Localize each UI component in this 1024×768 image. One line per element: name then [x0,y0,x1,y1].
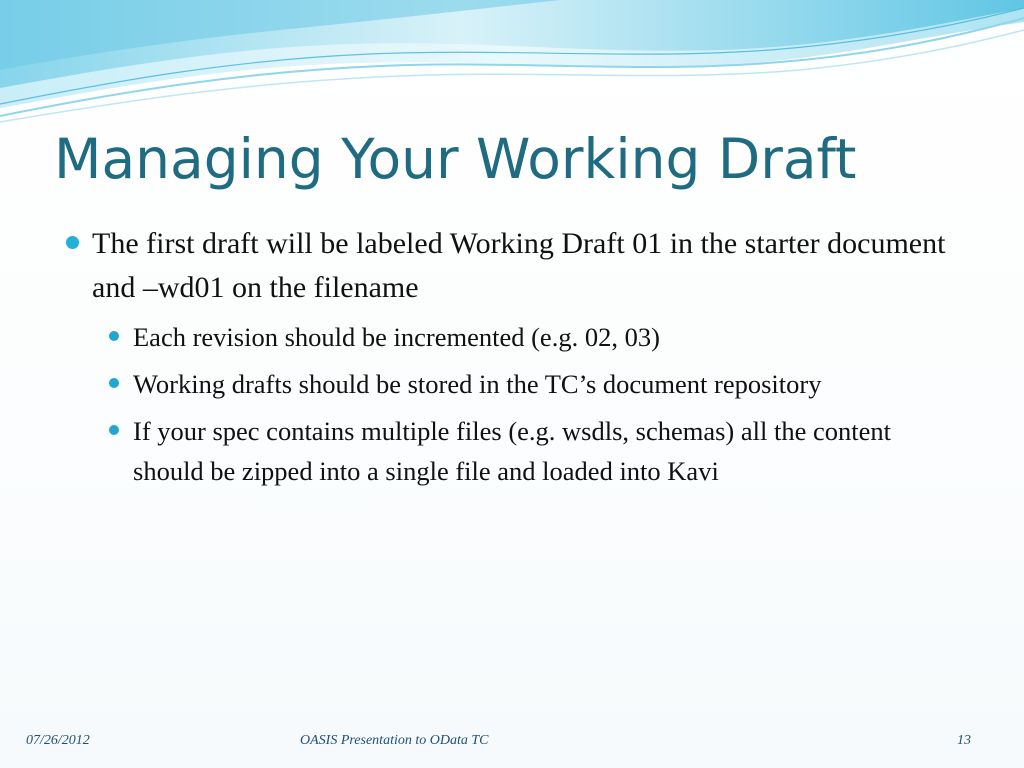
sub-bullet-text: If your spec contains multiple files (e.g. wsdls, schemas) all the content should be zipped into a single file and loaded into Kavi [133,416,891,486]
footer-date: 07/26/2012 [26,733,90,748]
sub-bullet-item [104,317,953,357]
bullet-item [62,222,962,310]
bullet-dot-icon [66,236,79,249]
footer-presentation-name: OASIS Presentation to OData TC [300,733,489,748]
slide-body [62,222,962,491]
header-wave-decoration [0,0,1024,130]
bullet-dot-icon [109,331,119,341]
footer-page-number: 13 [957,733,971,748]
bullet-dot-icon [109,378,119,388]
sub-bullet-text: Each revision should be incremented (e.g. 02, 03) [133,322,660,352]
sub-bullet-text: Working drafts should be stored in the TC’s document repository [133,369,822,399]
bullet-dot-icon [109,425,119,435]
sub-bullet-item [104,411,953,491]
slide-title: Managing Your Working Draft [54,127,857,191]
sub-bullet-item [104,364,953,404]
bullet-text: The first draft will be labeled Working Draft 01 in the starter document and –wd01 on the filename [92,227,946,304]
